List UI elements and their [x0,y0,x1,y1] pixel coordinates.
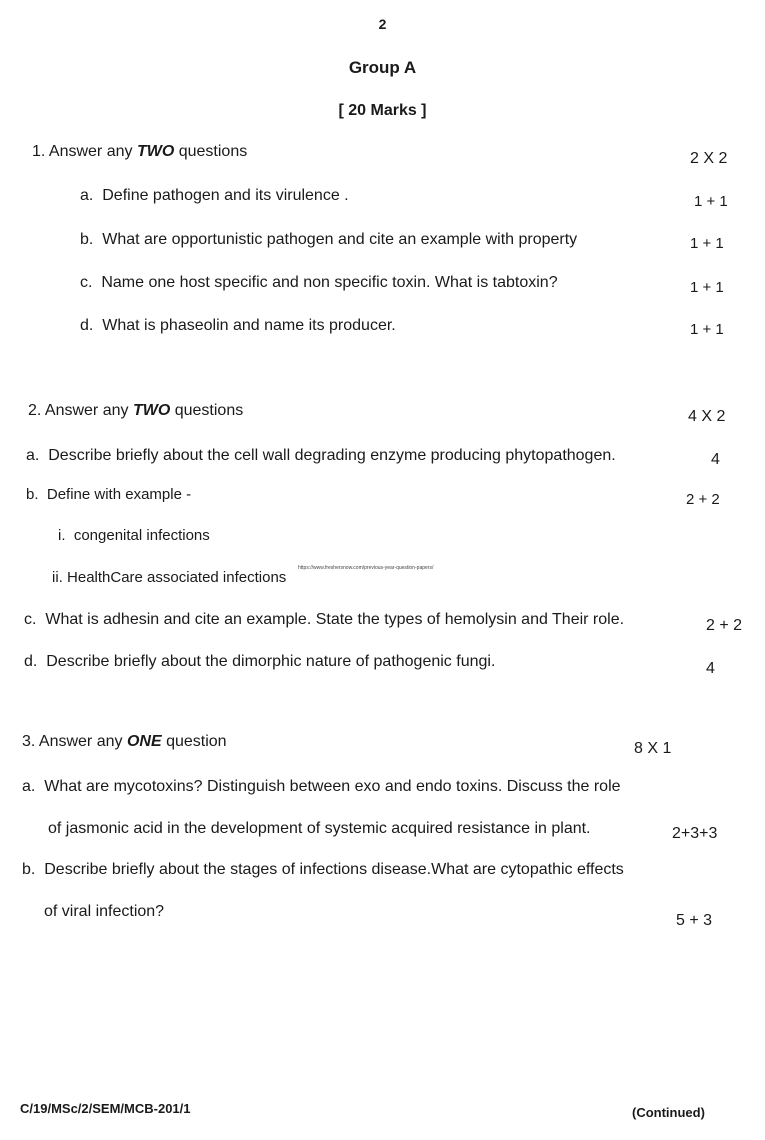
q2-item-a-marks: 4 [711,451,720,468]
q1-item-c-marks: 1 + 1 [690,279,724,296]
question-instruction: Answer any TWO questions [48,143,248,160]
q3-item-a-line-2: of jasmonic acid in the development of systemic acquired resistance in plant. [48,820,591,837]
question-instruction: Answer any ONE question [38,733,227,750]
q2-item-c: c. What is adhesin and cite an example. State the types of hemolysin and Their role. [24,611,625,628]
q3-item-b: b. Describe briefly about the stages of infections disease.What are cytopathic effects [22,861,624,878]
q3-item-b-marks: 5 + 3 [676,912,713,929]
q2-item-d: d. Describe briefly about the dimorphic nature of pathogenic fungi. [24,653,496,670]
continued-label: (Continued) [632,1105,705,1120]
question-number: 1. [32,143,46,160]
total-marks: [ 20 Marks ] [338,102,427,119]
page-number: 2 [378,16,387,32]
question-3-marks: 8 X 1 [634,740,672,757]
q2-item-b-sub-i: i. congenital infections [58,527,210,544]
question-number: 3. [22,733,36,750]
q1-item-d: d. What is phaseolin and name its producer. [80,317,396,334]
q3-item-b-line-2: of viral infection? [44,903,165,920]
paper-code: C/19/MSc/2/SEM/MCB-201/1 [20,1101,191,1116]
q1-item-b-marks: 1 + 1 [690,235,724,252]
q1-item-c: c. Name one host specific and non specific toxin. What is tabtoxin? [80,274,558,291]
q1-item-d-marks: 1 + 1 [690,321,724,338]
q2-item-b-marks: 2 + 2 [686,491,720,508]
q2-item-b-sub-ii: ii. HealthCare associated infections [52,569,287,586]
q3-item-a-marks: 2+3+3 [672,825,718,842]
question-1-marks: 2 X 2 [690,150,728,167]
group-title: Group A [348,58,417,77]
question-instruction: Answer any TWO questions [44,402,244,419]
question-number: 2. [28,402,42,419]
q2-item-c-marks: 2 + 2 [706,617,743,634]
question-2-heading [28,402,243,420]
q1-item-b: b. What are opportunistic pathogen and cite an example with property [80,231,578,248]
question-2-marks: 4 X 2 [688,408,726,425]
q3-item-a: a. What are mycotoxins? Distinguish between exo and endo toxins. Discuss the role [22,778,621,795]
q2-item-b: b. Define with example - [26,486,192,503]
q2-item-d-marks: 4 [706,660,715,677]
watermark-url: https://www.freshersnow.com/previous-year-question-papers/ [298,565,434,571]
q1-item-a: a. Define pathogen and its virulence . [80,187,349,204]
question-3-heading [22,733,227,751]
q1-item-a-marks: 1 + 1 [694,193,728,210]
question-1-heading [32,143,247,161]
q2-item-a: a. Describe briefly about the cell wall degrading enzyme producing phytopathogen. [26,447,616,464]
